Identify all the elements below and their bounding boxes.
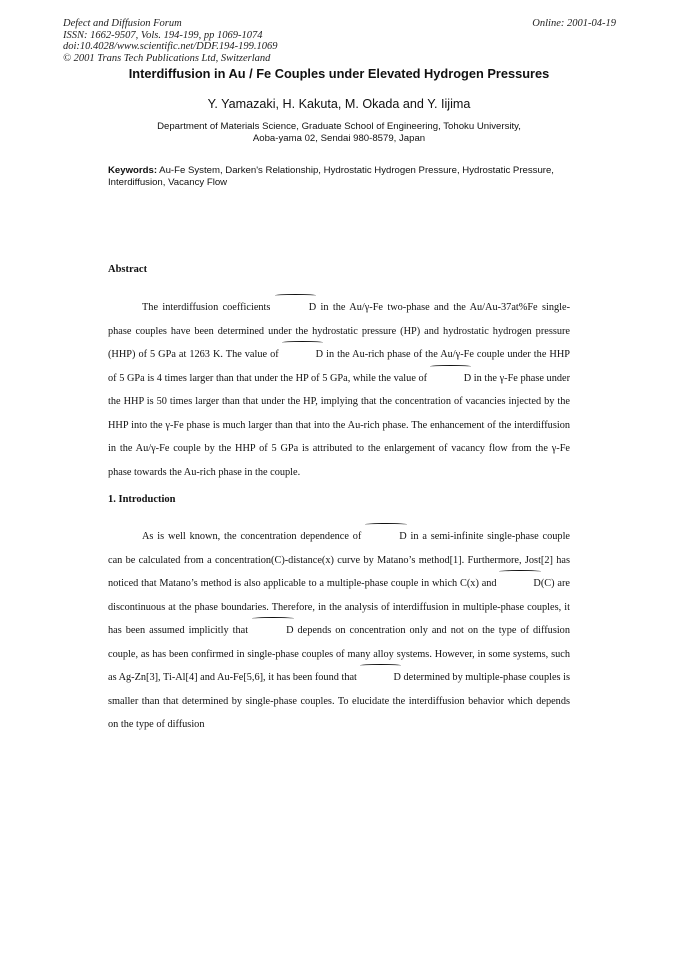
introduction-text-part: in a semi-infinite single-phase couple can be calculated from a concentration(C)-distance(x) curve by Matano’s method[1]. Furthermore, Jost[2] has noticed that Matano’s method is also applicable to a multiple-phase couple in which C(x) and [108, 531, 571, 589]
abstract-text-part: in the Au/γ-Fe two-phase and the Au/Au-37at%Fe single-phase couples have been determined under the hydrostatic pressure (HP) and hydrostatic hydrogen pressure (HHP) of 5 GPa at 1263 K. The value of [108, 302, 571, 360]
d-tilde-symbol: D [252, 619, 293, 643]
introduction-text-part: depends on concentration only and not on the type of diffusion couple, as has been confirmed in single-phase couples of many alloy systems. However, in some systems, such as Ag-Zn[3], Ti-Al[4] and Au-Fe[5,6], it has been found that [108, 625, 570, 683]
d-tilde-symbol: D [365, 525, 406, 549]
affiliation-line-2: Aoba-yama 02, Sendai 980-8579, Japan [252, 133, 426, 144]
author-list: Y. Yamazaki, H. Kakuta, M. Okada and Y. Iijima [207, 97, 471, 111]
doi-line: doi:10.4028/www.scientific.net/DDF.194-199.1069 [63, 41, 278, 52]
abstract-text-part: in the Au-rich phase of the Au/γ-Fe couple under the HHP of 5 GPa is 4 times larger than that under the HP of 5 GPa, while the value of [108, 349, 570, 384]
d-tilde-symbol: D [275, 296, 316, 320]
introduction-text-part: As is well known, the concentration dependence of [142, 531, 366, 542]
d-tilde-symbol: D [282, 343, 323, 367]
journal-name: Defect and Diffusion Forum [63, 18, 182, 29]
keywords-label: Keywords: [108, 165, 158, 176]
introduction-heading: 1. Introduction [108, 494, 176, 505]
issn-line: ISSN: 1662-9507, Vols. 194-199, pp 1069-1074 [63, 29, 263, 41]
affiliation-line-1: Department of Materials Science, Graduate School of Engineering, Tohoku University, [157, 121, 521, 132]
paper-title: Interdiffusion in Au / Fe Couples under Elevated Hydrogen Pressures [128, 66, 550, 81]
d-tilde-symbol: D [430, 367, 471, 391]
introduction-text-part: determined by multiple-phase couples is smaller than that determined by single-phase couples. To elucidate the interdiffusion behavior which depends on the type of diffusion [108, 672, 570, 730]
journal-metadata [63, 18, 278, 64]
introduction-text-part: (C) are discontinuous at the phase boundaries. Therefore, in the analysis of interdiffusion in multiple-phase couples, it has been assumed implicitly that [108, 578, 570, 636]
online-date: Online: 2001-04-19 [532, 18, 616, 29]
copyright-line: © 2001 Trans Tech Publications Ltd, Switzerland [63, 52, 271, 64]
introduction-text [108, 525, 570, 737]
affiliation [110, 121, 568, 145]
abstract-heading: Abstract [108, 264, 148, 275]
abstract-text-part: in the γ-Fe phase under the HHP is 50 times larger than that under the HP, implying that the concentration of vacancies injected by the HHP into the γ-Fe phase is much larger than that into the Au-rich phase. The enhancement of the interdiffusion in the Au/γ-Fe couple by the HHP of 5 GPa is attributed to the enlargement of vacancy flow from the γ-Fe phase towards the Au-rich phase in the couple. [108, 372, 571, 478]
keywords [108, 165, 558, 189]
keywords-text: Au-Fe System, Darken's Relationship, Hydrostatic Hydrogen Pressure, Hydrostatic Pressure, Interdiffusion, Vacancy Flow [108, 165, 554, 188]
d-tilde-symbol: D [360, 666, 401, 690]
abstract-text-part: The interdiffusion coefficients [142, 302, 275, 313]
abstract-text [108, 296, 570, 484]
d-tilde-symbol: D [499, 572, 540, 596]
